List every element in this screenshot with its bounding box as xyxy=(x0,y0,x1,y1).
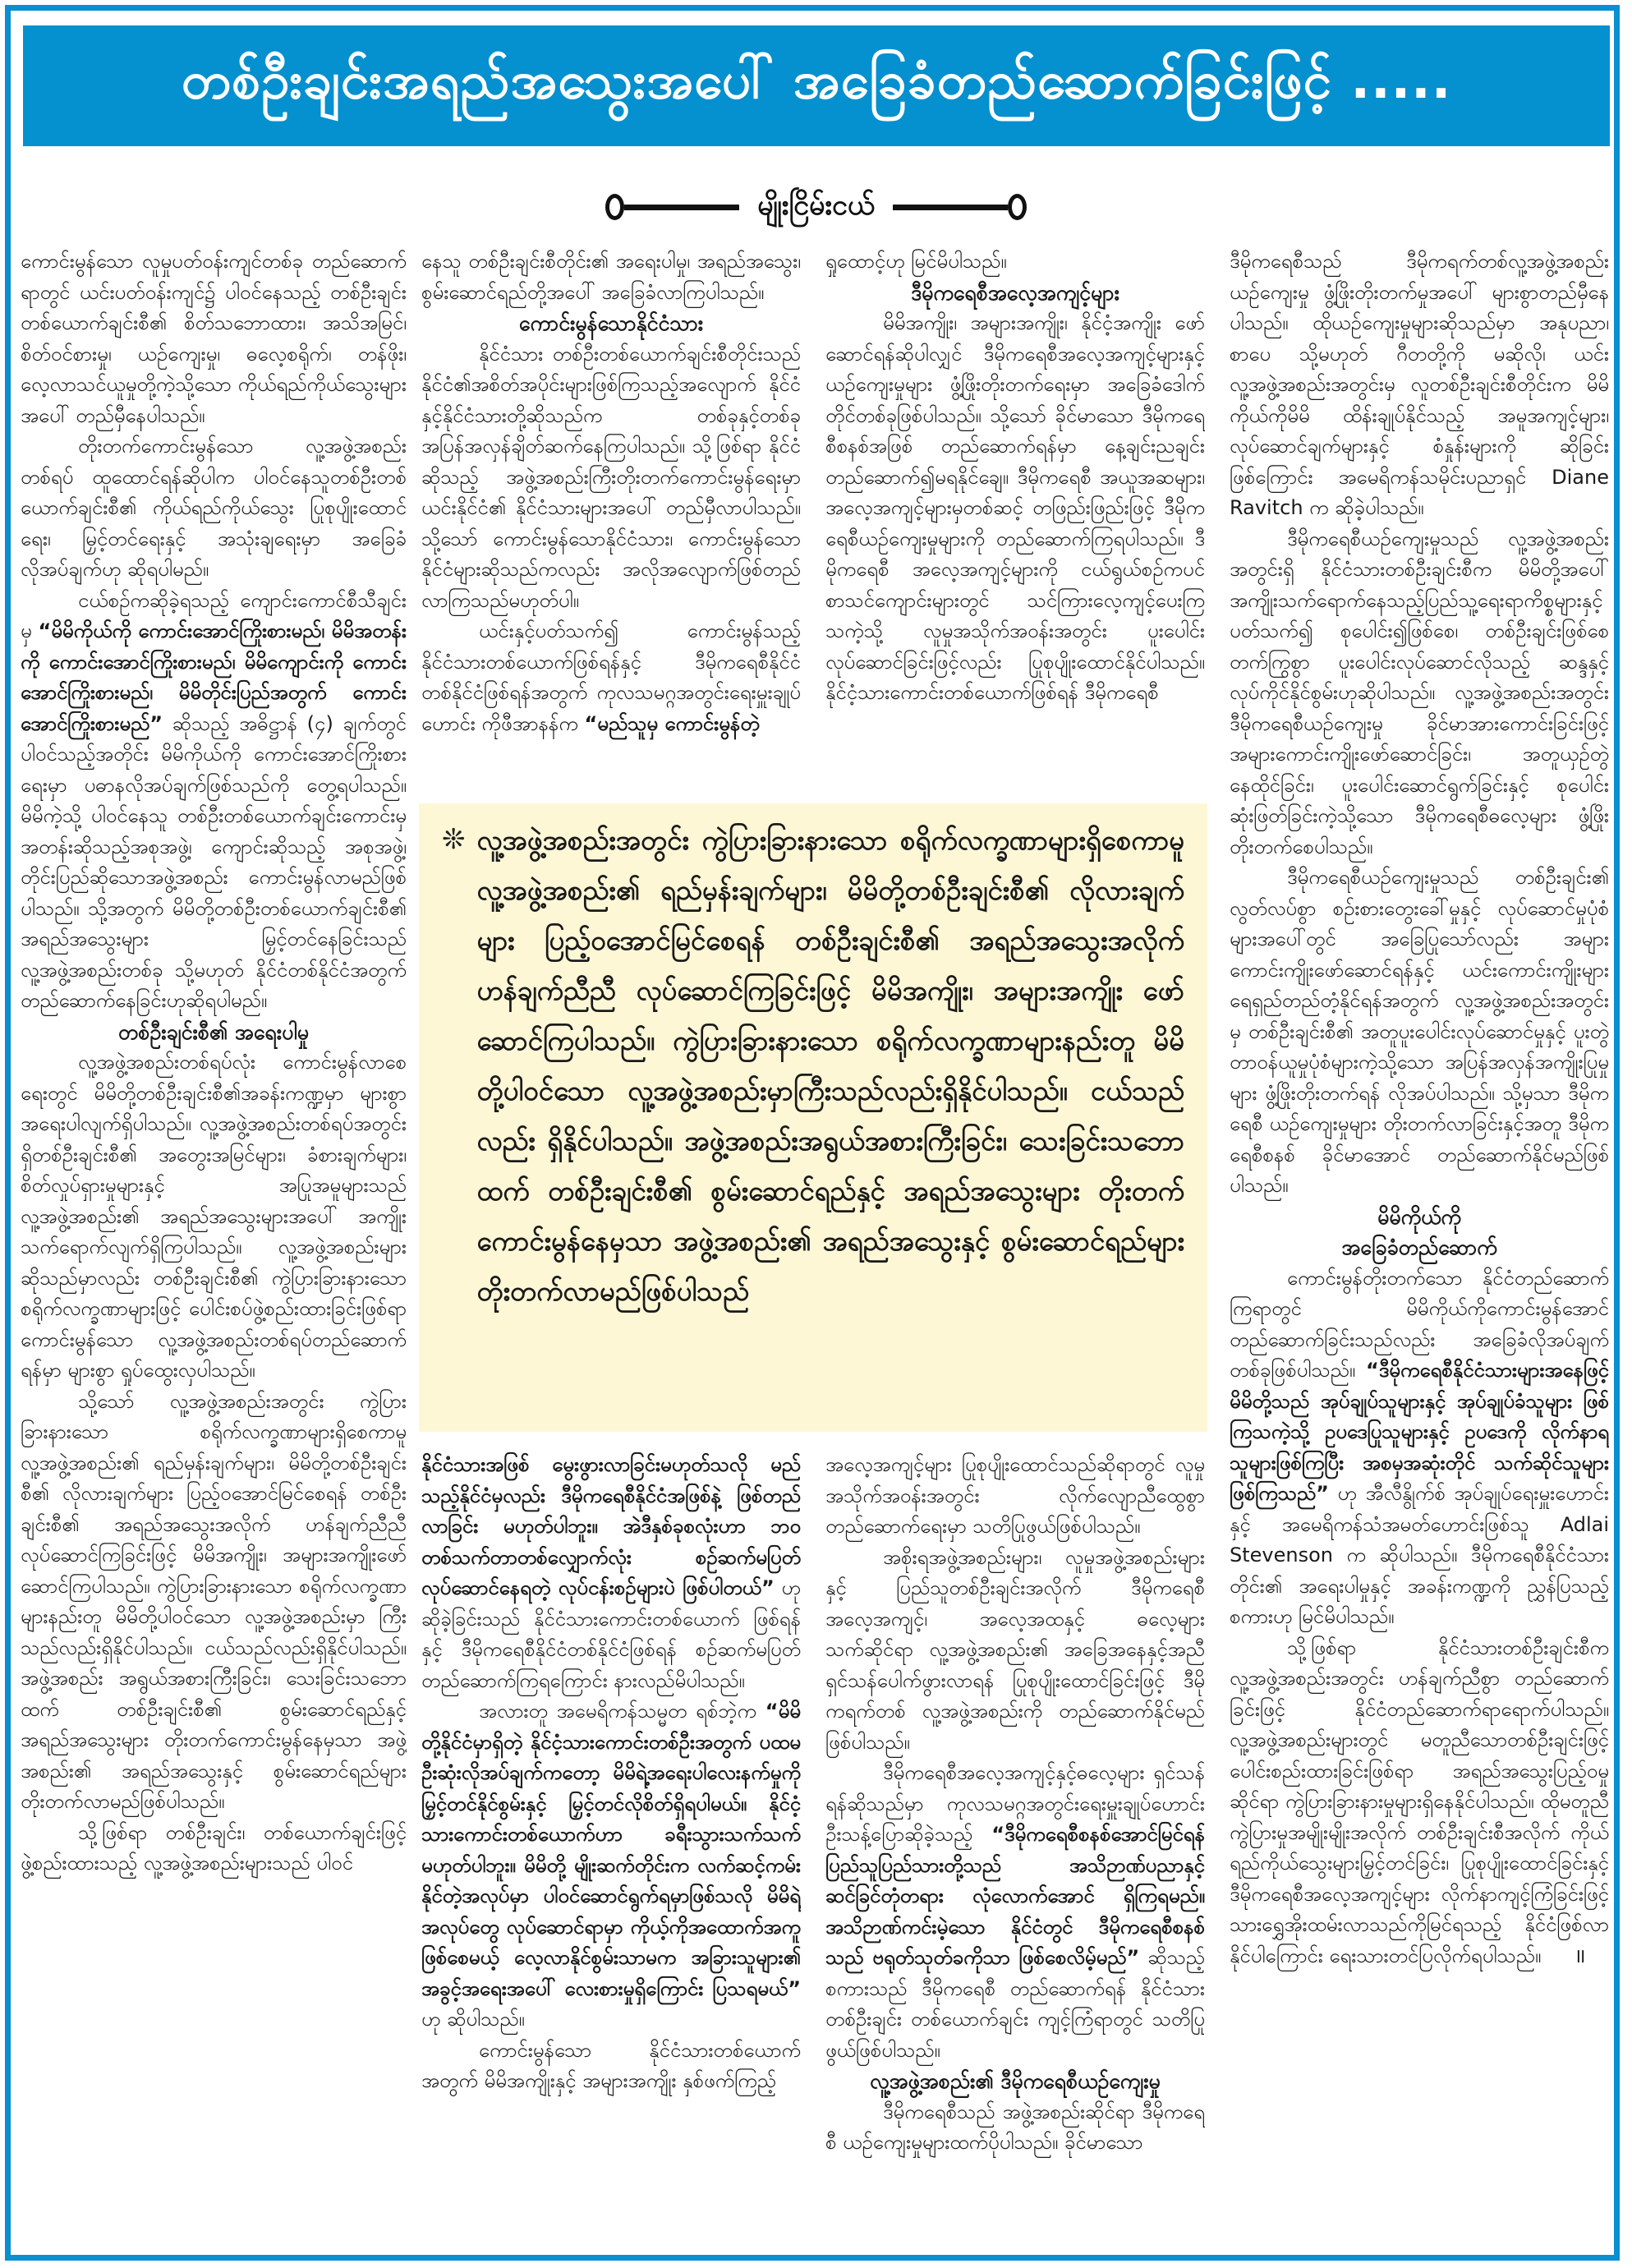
paragraph: ဒီမိုကရေစီယဉ်ကျေးမှုသည် လူ့အဖွဲ့အစည်းအတွင်းရှိ နိုင်ငံသားတစ်ဦးချင်းစီက မိမိတို့အပေါ် အကျိုးသက်ရောက်နေသည့်ပြည်သူ့ရေးရာကိစ္စများနှင့်ပတ်သက်၍ စုပေါင်း၍ဖြစ်စေ၊ တစ်ဦးချင်းဖြစ်စေ တက်ကြွစွာ ပူးပေါင်းလုပ်ဆောင်လိုသည့် ဆန္ဒနှင့် လုပ်ကိုင်နိုင်စွမ်းဟုဆိုပါသည်။ လူ့အဖွဲ့အစည်းအတွင်း ဒီမိုကရေစီယဉ်ကျေးမှု ခိုင်မာအားကောင်းခြင်းဖြင့် အများကောင်းကျိုးဖော်ဆောင်ခြင်း၊ အတူယှဉ်တွဲနေထိုင်ခြင်း၊ ပူးပေါင်းဆောင်ရွက်ခြင်းနှင့် စုပေါင်းဆုံးဖြတ်ခြင်းကဲ့သို့သော ဒီမိုကရေစီဓလေ့များ ဖွံ့ဖြိုးတိုးတက်စေပါသည်။ xyxy=(1230,527,1609,858)
paragraph: ရှုထောင့်ဟု မြင်မိပါသည်။ xyxy=(825,250,1007,273)
text-run: ဒီမိုကရေစီအလေ့အကျင့်နှင့်ဓလေ့များ ရှင်သန်ရန်ဆိုသည်မှာ ကုလသမဂ္ဂအတွင်းရေးမှူးချုပ်ဟောင်း ဦးသန့်ပြောဆိုခဲ့သည့် xyxy=(825,1761,1205,1846)
paragraph: သို့ဖြစ်ရာ နိုင်ငံသားတစ်ဦးချင်းစီက လူ့အဖွဲ့အစည်းအတွင်း ဟန်ချက်ညီစွာ တည်ဆောက်ခြင်းဖြင့် နိုင်ငံတည်ဆောက်ရာရောက်ပါသည်။ လူ့အဖွဲ့အစည်းများတွင် မတူညီသောတစ်ဦးချင်းဖြင့် ပေါင်းစည်းထားခြင်းဖြစ်ရာ အရည်အသွေးပြည့်ဝမှုဆိုင်ရာ ကွဲပြားခြားနားမှုများရှိနေနိုင်ပါသည်။ ထိုမတူညီကွဲပြားမှုအမျိုးမျိုးအလိုက် တစ်ဦးချင်းစီအလိုက် ကိုယ်ရည်ကိုယ်သွေးများမြှင့်တင်ခြင်း၊ ပြုစုပျိုးထောင်ခြင်းနှင့် ဒီမိုကရေစီအလေ့အကျင့်များ လိုက်နာကျင့်ကြံခြင်းဖြင့် သားရွှေအိုးထမ်းလာသည်ကိုမြင်ရသည့် နိုင်ငံဖြစ်လာနိုင်ပါကြောင်း ရေးသားတင်ပြလိုက်ရပါသည်။ ॥ xyxy=(1230,1635,1609,1967)
section-heading: တစ်ဦးချင်းစီ၏ အရေးပါမှု xyxy=(118,1019,309,1044)
quoted-text: နိုင်ငံသားအဖြစ် မွေးဖွားလာခြင်းမဟုတ်သလို မည်သည့်နိုင်ငံမှလည်း ဒီမိုကရေစီနိုင်ငံအဖြစ်နဲ့ ဖြစ်တည်လာခြင်း မဟုတ်ပါဘူး။ အဲဒီနှစ်ခုစလုံးဟာ ဘဝတစ်သက်တာတစ်လျှောက်လုံး စဉ်ဆက်မပြတ် လုပ်ဆောင်နေရတဲ့ လုပ်ငန်းစဉ်များပဲ ဖြစ်ပါတယ်” xyxy=(421,1453,801,1599)
headline-banner xyxy=(23,25,1610,146)
paragraph: တိုးတက်ကောင်းမွန်သော လူ့အဖွဲ့အစည်းတစ်ရပ် ထူထောင်ရန်ဆိုပါက ပါဝင်နေသူတစ်ဦးတစ်ယောက်ချင်းစီ၏ ကိုယ်ရည်ကိုယ်သွေး ပြုစုပျိုးထောင်ရေး၊ မြှင့်တင်ရေးနှင့် အသုံးချရေးမှာ အခြေခံလိုအပ်ချက်ဟု ဆိုရပါမည်။ xyxy=(21,435,407,581)
article-column-3-bottom xyxy=(825,1450,1205,2238)
paragraph: အလေ့အကျင့်များ ပြုစုပျိုးထောင်သည်ဆိုရာတွင် လူမှုအသိုက်အဝန်းအတွင်း လိုက်လျောညီထွေစွာ တည်ဆောက်ရေးမှာ သတိပြုဖွယ်ဖြစ်ပါသည်။ xyxy=(825,1453,1205,1538)
article-column-4 xyxy=(1230,246,1609,2238)
text-run: ငယ်စဉ်ကဆိုခဲ့ရသည့် ကျောင်းကောင်စီသီချင်းမှ xyxy=(21,588,407,642)
paragraph xyxy=(421,616,801,739)
paragraph: ဒီမိုကရေစီသည် ဒီမိုကရက်တစ်လူ့အဖွဲ့အစည်း ယဉ်ကျေးမှု ဖွံ့ဖြိုးတိုးတက်မှုအပေါ် များစွာတည်မှီနေပါသည်။ ထိုယဉ်ကျေးမှုများဆိုသည်မှာ အနုပညာ၊ စာပေ သို့မဟုတ် ဂီတတို့ကို မဆိုလို၊ ယင်းလူ့အဖွဲ့အစည်းအတွင်းမှ လူတစ်ဦးချင်းစီတိုင်းက မိမိကိုယ်ကိုမိမိ ထိန်းချုပ်နိုင်သည့် အမူအကျင့်များ၊ လုပ်ဆောင်ချက်များနှင့် စံနှုန်းများကို ဆိုခြင်းဖြစ်ကြောင်း အမေရိကန်သမိုင်းပညာရှင် Diane Ravitch က ဆိုခဲ့ပါသည်။ xyxy=(1230,250,1609,519)
article-column-2-top xyxy=(421,246,801,793)
section-heading: ဒီမိုကရေစီအလေ့အကျင့်များ xyxy=(911,280,1119,305)
article-column-3-top xyxy=(825,246,1205,793)
paragraph xyxy=(1230,1263,1609,1633)
article-end-mark: ॥ xyxy=(1574,1944,1586,1967)
paragraph: နိုင်ငံသား တစ်ဦးတစ်ယောက်ချင်းစီတိုင်းသည် နိုင်ငံ၏အစိတ်အပိုင်းများဖြစ်ကြသည့်အလျောက် နိုင်ငံနှင့်နိုင်ငံသားတို့ဆိုသည်က တစ်ခုနှင့်တစ်ခု အပြန်အလှန်ချိတ်ဆက်နေကြပါသည်။ သို့ဖြစ်ရာ နိုင်ငံဆိုသည့် အဖွဲ့အစည်းကြီးတိုးတက်ကောင်းမွန်ရေးမှာ ယင်းနိုင်ငံ၏ နိုင်ငံသားများအပေါ် တည်မှီလာပါသည်။ သို့သော် ကောင်းမွန်သောနိုင်ငံသား၊ ကောင်းမွန်သောနိုင်ငံများဆိုသည်ကလည်း အလိုအလျောက်ဖြစ်တည်လာကြသည်မဟုတ်ပါ။ xyxy=(421,342,801,612)
paragraph: အစိုးရအဖွဲ့အစည်းများ၊ လူမှုအဖွဲ့အစည်းများနှင့် ပြည်သူတစ်ဦးချင်းအလိုက် ဒီမိုကရေစီအလေ့အကျင့်၊ အလေ့အထနှင့် ဓလေ့များ သက်ဆိုင်ရာ လူ့အဖွဲ့အစည်း၏ အခြေအနေနှင့်အညီ ရှင်သန်ပေါက်ဖွားလာရန် ပြုစုပျိုးထောင်ခြင်းဖြင့် ဒီမိုကရက်တစ် လူ့အဖွဲ့အစည်းကို တည်ဆောက်နိုင်မည်ဖြစ်ပါသည်။ xyxy=(825,1545,1205,1754)
byline-row xyxy=(0,182,1632,232)
paragraph: သို့ဖြစ်ရာ တစ်ဦးချင်း၊ တစ်ယောက်ချင်းဖြင့် ဖွဲ့စည်းထားသည့် လူ့အဖွဲ့အစည်းများသည် ပါဝင် xyxy=(21,1820,407,1875)
byline-right-ornament-icon xyxy=(893,194,1027,220)
quoted-text: “မိမိကိုယ်ကို ကောင်းအောင်ကြိုးစားမည်၊ မိမိအတန်းကို ကောင်းအောင်ကြိုးစားမည်၊ မိမိကျောင်းကို ကောင်းအောင်ကြိုးစားမည်၊ မိမိတိုင်းပြည်အတွက် ကောင်းအောင်ကြိုးစားမည်” xyxy=(21,619,407,735)
paragraph: သို့သော် လူ့အဖွဲ့အစည်းအတွင်း ကွဲပြားခြားနားသော စရိုက်လက္ခဏာများရှိစေကာမူ လူ့အဖွဲ့အစည်း၏ ရည်မှန်းချက်များ၊ မိမိတို့တစ်ဦးချင်းစီ၏ လိုလားချက်များ ပြည့်ဝအောင်မြင်စေရန် တစ်ဦးချင်းစီ၏ အရည်အသွေးအလိုက် ဟန်ချက်ညီညီ လုပ်ဆောင်ကြခြင်းဖြင့် မိမိအကျိုး၊ အများအကျိုးဖော်ဆောင်ကြပါသည်။ ကွဲပြားခြားနားသော စရိုက်လက္ခဏာများနည်းတူ မိမိတို့ပါဝင်သော လူ့အဖွဲ့အစည်းမှာ ကြီးသည်လည်းရှိနိုင်ပါသည်။ ငယ်သည်လည်းရှိနိုင်ပါသည်။ အဖွဲ့အစည်း အရွယ်အစားကြီးခြင်း၊ သေးခြင်းသဘောထက် တစ်ဦးချင်းစီ၏ စွမ်းဆောင်ရည်နှင့် အရည်အသွေးများ တိုးတက်ကောင်းမွန်နေမှသာ အဖွဲ့အစည်း၏ အရည်အသွေးနှင့် စွမ်းဆောင်ရည်များ တိုးတက်လာမည်ဖြစ်ပါသည်။ xyxy=(21,1389,407,1813)
paragraph: မိမိအကျိုး၊ အများအကျိုး၊ နိုင်ငံ့အကျိုး ဖော်ဆောင်ရန်ဆိုပါလျှင် ဒီမိုကရေစီအလေ့အကျင့်များနှင့် ယဉ်ကျေးမှုများ ဖွံ့ဖြိုးတိုးတက်ရေးမှာ အခြေခံဒေါက်တိုင်တစ်ခုဖြစ်ပါသည်။ သို့သော် ခိုင်မာသော ဒီမိုကရေစီစနစ်အဖြစ် တည်ဆောက်ရန်မှာ နေ့ချင်းညချင်းတည်ဆောက်၍မရနိုင်ချေ။ ဒီမိုကရေစီ အယူအဆများ၊ အလေ့အကျင့်များမှတစ်ဆင့် တဖြည်းဖြည်းဖြင့် ဒီမိုကရေစီယဉ်ကျေးမှုများကို တည်ဆောက်ကြရပါသည်။ ဒီမိုကရေစီ အလေ့အကျင့်များကို ငယ်ရွယ်စဉ်ကပင် စာသင်ကျောင်းများတွင် သင်ကြားလေ့ကျင့်ပေးကြသကဲ့သို့ လူမှုအသိုက်အဝန်းအတွင်း ပူးပေါင်းလုပ်ဆောင်ခြင်းဖြင့်လည်း ပြုစုပျိုးထောင်နိုင်ပါသည်။ နိုင်ငံ့သားကောင်းတစ်ယောက်ဖြစ်ရန် ဒီမိုကရေစီ xyxy=(825,311,1205,704)
section-heading: ကောင်းမွန်သောနိုင်ငံသား xyxy=(518,311,704,335)
text-run: ဆိုသည့်စကားသည် ဒီမိုကရေစီ တည်ဆောက်ရန် နိုင်ငံသားတစ်ဦးချင်း တစ်ယောက်ချင်း ကျင့်ကြံရာတွင် သတိပြုဖွယ်ဖြစ်ပါသည်။ xyxy=(825,1946,1205,2062)
byline-left-ornament-icon xyxy=(605,194,739,220)
paragraph xyxy=(421,1450,801,1696)
section-heading: မိမိကိုယ်ကို xyxy=(1377,1204,1461,1229)
text-run: ဟု အီလီနွိုက်စ် အုပ်ချုပ်ရေးမှူးဟောင်းနှင့် အမေရိကန်သံအမတ်ဟောင်းဖြစ်သူ Adlai Stevenson က ဆိုပါသည်။ ဒီမိုကရေစီနိုင်ငံသားတိုင်း၏ အရေးပါမှုနှင့် အခန်းကဏ္ဍကို ညွှန်ပြသည့်စကားဟု မြင်မိပါသည်။ xyxy=(1230,1482,1609,1628)
text-run: ဆိုသည့် အဓိဋ္ဌာန် (၄) ချက်တွင် ပါဝင်သည့်အတိုင်း မိမိကိုယ်ကို ကောင်းအောင်ကြိုးစားရေးမှာ ပဓာနလိုအပ်ချက်ဖြစ်သည်ကို တွေ့ရပါသည်။ မိမိကဲ့သို့ ပါဝင်နေသူ တစ်ဦးတစ်ယောက်ချင်းကောင်းမှ အတန်းဆိုသည့်အစုအဖွဲ့၊ ကျောင်းဆိုသည့် အစုအဖွဲ့၊ တိုင်းပြည်ဆိုသောအဖွဲ့အစည်း ကောင်းမွန်လာမည်ဖြစ်ပါသည်။ သို့အတွက် မိမိတို့တစ်ဦးတစ်ယောက်ချင်းစီ၏ အရည်အသွေးများ မြှင့်တင်နေခြင်းသည် လူ့အဖွဲ့အစည်းတစ်ခု သို့မဟုတ် နိုင်ငံတစ်နိုင်ငံအတွက် တည်ဆောက်နေခြင်းဟုဆိုရပါမည်။ xyxy=(21,711,407,1012)
paragraph: ဒီမိုကရေစီယဉ်ကျေးမှုသည် တစ်ဦးချင်း၏ လွတ်လပ်စွာ စဉ်းစားတွေးခေါ်မှုနှင့် လုပ်ဆောင်မှုပုံစံများအပေါ်တွင် အခြေပြုသော်လည်း အများကောင်းကျိုးဖော်ဆောင်ရန်နှင့် ယင်းကောင်းကျိုးများ ရေရှည်တည်တံ့နိုင်ရန်အတွက် လူ့အဖွဲ့အစည်းအတွင်းမှ တစ်ဦးချင်းစီ၏ အတူပူးပေါင်းလုပ်ဆောင်မှုနှင့် ပူးတွဲတာဝန်ယူမှုပုံစံများကဲ့သို့သော အပြန်အလှန်အကျိုးပြုမှုများ ဖွံ့ဖြိုးတိုးတက်ရန် လိုအပ်ပါသည်။ သို့မှသာ ဒီမိုကရေစီ ယဉ်ကျေးမှုများ တိုးတက်လာခြင်းနှင့်အတူ ဒီမိုကရေစီစနစ် ခိုင်မာအောင် တည်ဆောက်နိုင်မည်ဖြစ်ပါသည်။ xyxy=(1230,866,1609,1197)
paragraph: ကောင်းမွန်သော နိုင်ငံသားတစ်ယောက် အတွက် မိမိအကျိုးနှင့် အများအကျိုး နှစ်ဖက်ကြည့် xyxy=(421,2038,801,2092)
asterisk-flower-icon: ❊ xyxy=(442,823,466,856)
section-heading: အခြေခံတည်ဆောက် xyxy=(1341,1235,1497,1259)
paragraph: ကောင်းမွန်သော လူမှုပတ်ဝန်းကျင်တစ်ခု တည်ဆောက်ရာတွင် ယင်းပတ်ဝန်းကျင်၌ ပါဝင်နေသည့် တစ်ဦးချင်းတစ်ယောက်ချင်းစီ၏ စိတ်သဘောထား၊ အသိအမြင်၊ စိတ်ဝင်စားမှု၊ ယဉ်ကျေးမှု၊ ဓလေ့စရိုက်၊ တန်ဖိုး၊ လေ့လာသင်ယူမှုတို့ကဲ့သို့သော ကိုယ်ရည်ကိုယ်သွေးများအပေါ် တည်မှီနေပါသည်။ xyxy=(21,250,407,427)
text-run: ဟုဆိုခဲ့ခြင်းသည် နိုင်ငံသားကောင်းတစ်ယောက် ဖြစ်ရန်နှင့် ဒီမိုကရေစီနိုင်ငံတစ်နိုင်ငံဖြစ်ရန် စဉ်ဆက်မပြတ် တည်ဆောက်ကြရကြောင်း နားလည်မိပါသည်။ xyxy=(421,1576,801,1692)
pull-quote-box xyxy=(419,803,1207,1432)
text-run: အလားတူ အမေရိကန်သမ္မတ ရစ်ဘဲ့က xyxy=(479,1700,765,1723)
paragraph: လူ့အဖွဲ့အစည်းတစ်ရပ်လုံး ကောင်းမွန်လာစေရေးတွင် မိမိတို့တစ်ဦးချင်းစီ၏အခန်းကဏ္ဍမှာ များစွာအရေးပါလျက်ရှိပါသည်။ လူ့အဖွဲ့အစည်းတစ်ရပ်အတွင်းရှိတစ်ဦးချင်းစီ၏ အတွေးအမြင်များ၊ ခံစားချက်များ၊ စိတ်လှုပ်ရှားမှုများနှင့် အပြုအမူများသည် လူ့အဖွဲ့အစည်း၏ အရည်အသွေးများအပေါ် အကျိုးသက်ရောက်လျက်ရှိကြပါသည်။ လူ့အဖွဲ့အစည်းများဆိုသည်မှာလည်း တစ်ဦးချင်းစီ၏ ကွဲပြားခြားနားသော စရိုက်လက္ခဏာများဖြင့် ပေါင်းစပ်ဖွဲ့စည်းထားခြင်းဖြစ်ရာ ကောင်းမွန်သော လူ့အဖွဲ့အစည်းတစ်ရပ်တည်ဆောက်ရန်မှာ များစွာ ရှုပ်ထွေးလှပါသည်။ xyxy=(21,1051,407,1382)
paragraph xyxy=(421,1696,801,2036)
quoted-text: “မိမိတို့နိုင်ငံမှာရှိတဲ့ နိုင်ငံ့သားကောင်းတစ်ဦးအတွက် ပထမဦးဆုံးလိုအပ်ချက်ကတော့ မိမိရဲ့အရေးပါလေးနက်မှုကို မြှင့်တင်နိုင်စွမ်းနှင့် မြှင့်တင်လိုစိတ်ရှိရပါမယ်။ နိုင်ငံ့သားကောင်းတစ်ယောက်ဟာ ခရီးသွားသက်သက်မဟုတ်ပါဘူး။ မိမိတို့ မျိုးဆက်တိုင်းက လက်ဆင့်ကမ်းနိုင်တဲ့အလုပ်မှာ ပါဝင်ဆောင်ရွက်ရမှာဖြစ်သလို မိမိရဲ့အလုပ်တွေ လုပ်ဆောင်ရာမှာ ကိုယ့်ကိုအထောက်အကူဖြစ်စေမယ့် လေ့လာနိုင်စွမ်းသာမက အခြားသူများ၏ အခွင့်အရေးအပေါ် လေးစားမှုရှိကြောင်း ပြသရမယ်” xyxy=(421,1700,801,2000)
text-run: ယင်းနှင့်ပတ်သက်၍ ကောင်းမွန်သည့် နိုင်ငံသားတစ်ယောက်ဖြစ်ရန်နှင့် ဒီမိုကရေစီနိုင်ငံတစ်နိုင်ငံဖြစ်ရန်အတွက် ကုလသမဂ္ဂအတွင်းရေးမှူးချုပ်ဟောင်း ကိုဖီအာနန်က xyxy=(421,619,801,735)
article-column-2-bottom xyxy=(421,1450,801,2238)
paragraph xyxy=(825,1758,1205,2066)
section-heading: လူ့အဖွဲ့အစည်း၏ ဒီမိုကရေစီယဉ်ကျေးမှု xyxy=(870,2069,1161,2093)
pull-quote-text: လူ့အဖွဲ့အစည်းအတွင်း ကွဲပြားခြားနားသော စရိုက်လက္ခဏာများရှိစေကာမူ လူ့အဖွဲ့အစည်း၏ ရည်မှန်းချက်များ၊ မိမိတို့တစ်ဦးချင်းစီ၏ လိုလားချက်များ ပြည့်ဝအောင်မြင်စေရန် တစ်ဦးချင်းစီ၏ အရည်အသွေးအလိုက် ဟန်ချက်ညီညီ လုပ်ဆောင်ကြခြင်းဖြင့် မိမိအကျိုး၊ အများအကျိုး ဖော်ဆောင်ကြပါသည်။ ကွဲပြားခြားနားသော စရိုက်လက္ခဏာများနည်းတူ မိမိတို့ပါဝင်သော လူ့အဖွဲ့အစည်းမှာကြီးသည်လည်းရှိနိုင်ပါသည်။ ငယ်သည်လည်း ရှိနိုင်ပါသည်။ အဖွဲ့အစည်းအရွယ်အစားကြီးခြင်း၊ သေးခြင်းသဘောထက် တစ်ဦးချင်းစီ၏ စွမ်းဆောင်ရည်နှင့် အရည်အသွေးများ တိုးတက်ကောင်းမွန်နေမှသာ အဖွဲ့အစည်း၏ အရည်အသွေးနှင့် စွမ်းဆောင်ရည်များ တိုးတက်လာမည်ဖြစ်ပါသည် xyxy=(476,824,1184,1307)
text-run: ကောင်းမွန်တိုးတက်သော နိုင်ငံတည်ဆောက်ကြရာတွင် မိမိကိုယ်ကိုကောင်းမွန်အောင် တည်ဆောက်ခြင်းသည်လည်း အခြေခံလိုအပ်ချက် တစ်ခုဖြစ်ပါသည်။ xyxy=(1230,1266,1609,1382)
quoted-text: “ဒီမိုကရေစီနိုင်ငံသားများအနေဖြင့် မိမိတို့သည် အုပ်ချုပ်သူများနှင့် အုပ်ချုပ်ခံသူများ ဖြစ်ကြသကဲ့သို့ ဥပဒေပြုသူများနှင့် ဥပဒေကို လိုက်နာရသူများဖြစ်ကြပြီး အစမှအဆုံးတိုင် သက်ဆိုင်သူများဖြစ်ကြသည်” xyxy=(1230,1359,1609,1505)
quoted-text: “မည်သူမှ ကောင်းမွန်တဲ့ xyxy=(584,711,760,735)
article-title: တစ်ဦးချင်းအရည်အသွေးအပေါ် အခြေခံတည်ဆောက်ခြင်းဖြင့် ..... xyxy=(181,50,1452,110)
author-byline: မျိုးငြိမ်းငယ် xyxy=(757,188,875,222)
quoted-text: “ဒီမိုကရေစီစနစ်အောင်မြင်ရန် ပြည်သူပြည်သားတို့သည် အသိဉာဏ်ပညာနှင့် ဆင်ခြင်တုံတရား လုံလောက်အောင် ရှိကြရမည်။ အသိဉာဏ်ကင်းမဲ့သော နိုင်ငံတွင် ဒီမိုကရေစီစနစ်သည် ဗရုတ်သုတ်ခကိုသာ ဖြစ်စေလိမ့်မည်” xyxy=(825,1823,1205,1969)
paragraph xyxy=(21,586,407,1017)
paragraph: နေသူ တစ်ဦးချင်းစီတိုင်း၏ အရေးပါမှု၊ အရည်အသွေး၊ စွမ်းဆောင်ရည်တို့အပေါ် အခြေခံလာကြပါသည်။ xyxy=(421,250,801,304)
text-run: ဟု ဆိုပါသည်။ xyxy=(421,2008,525,2031)
article-column-1 xyxy=(21,246,407,2238)
paragraph: ဒီမိုကရေစီသည် အဖွဲ့အစည်းဆိုင်ရာ ဒီမိုကရေစီ ယဉ်ကျေးမှုများထက်ပိုပါသည်။ ခိုင်မာသော xyxy=(825,2100,1205,2154)
